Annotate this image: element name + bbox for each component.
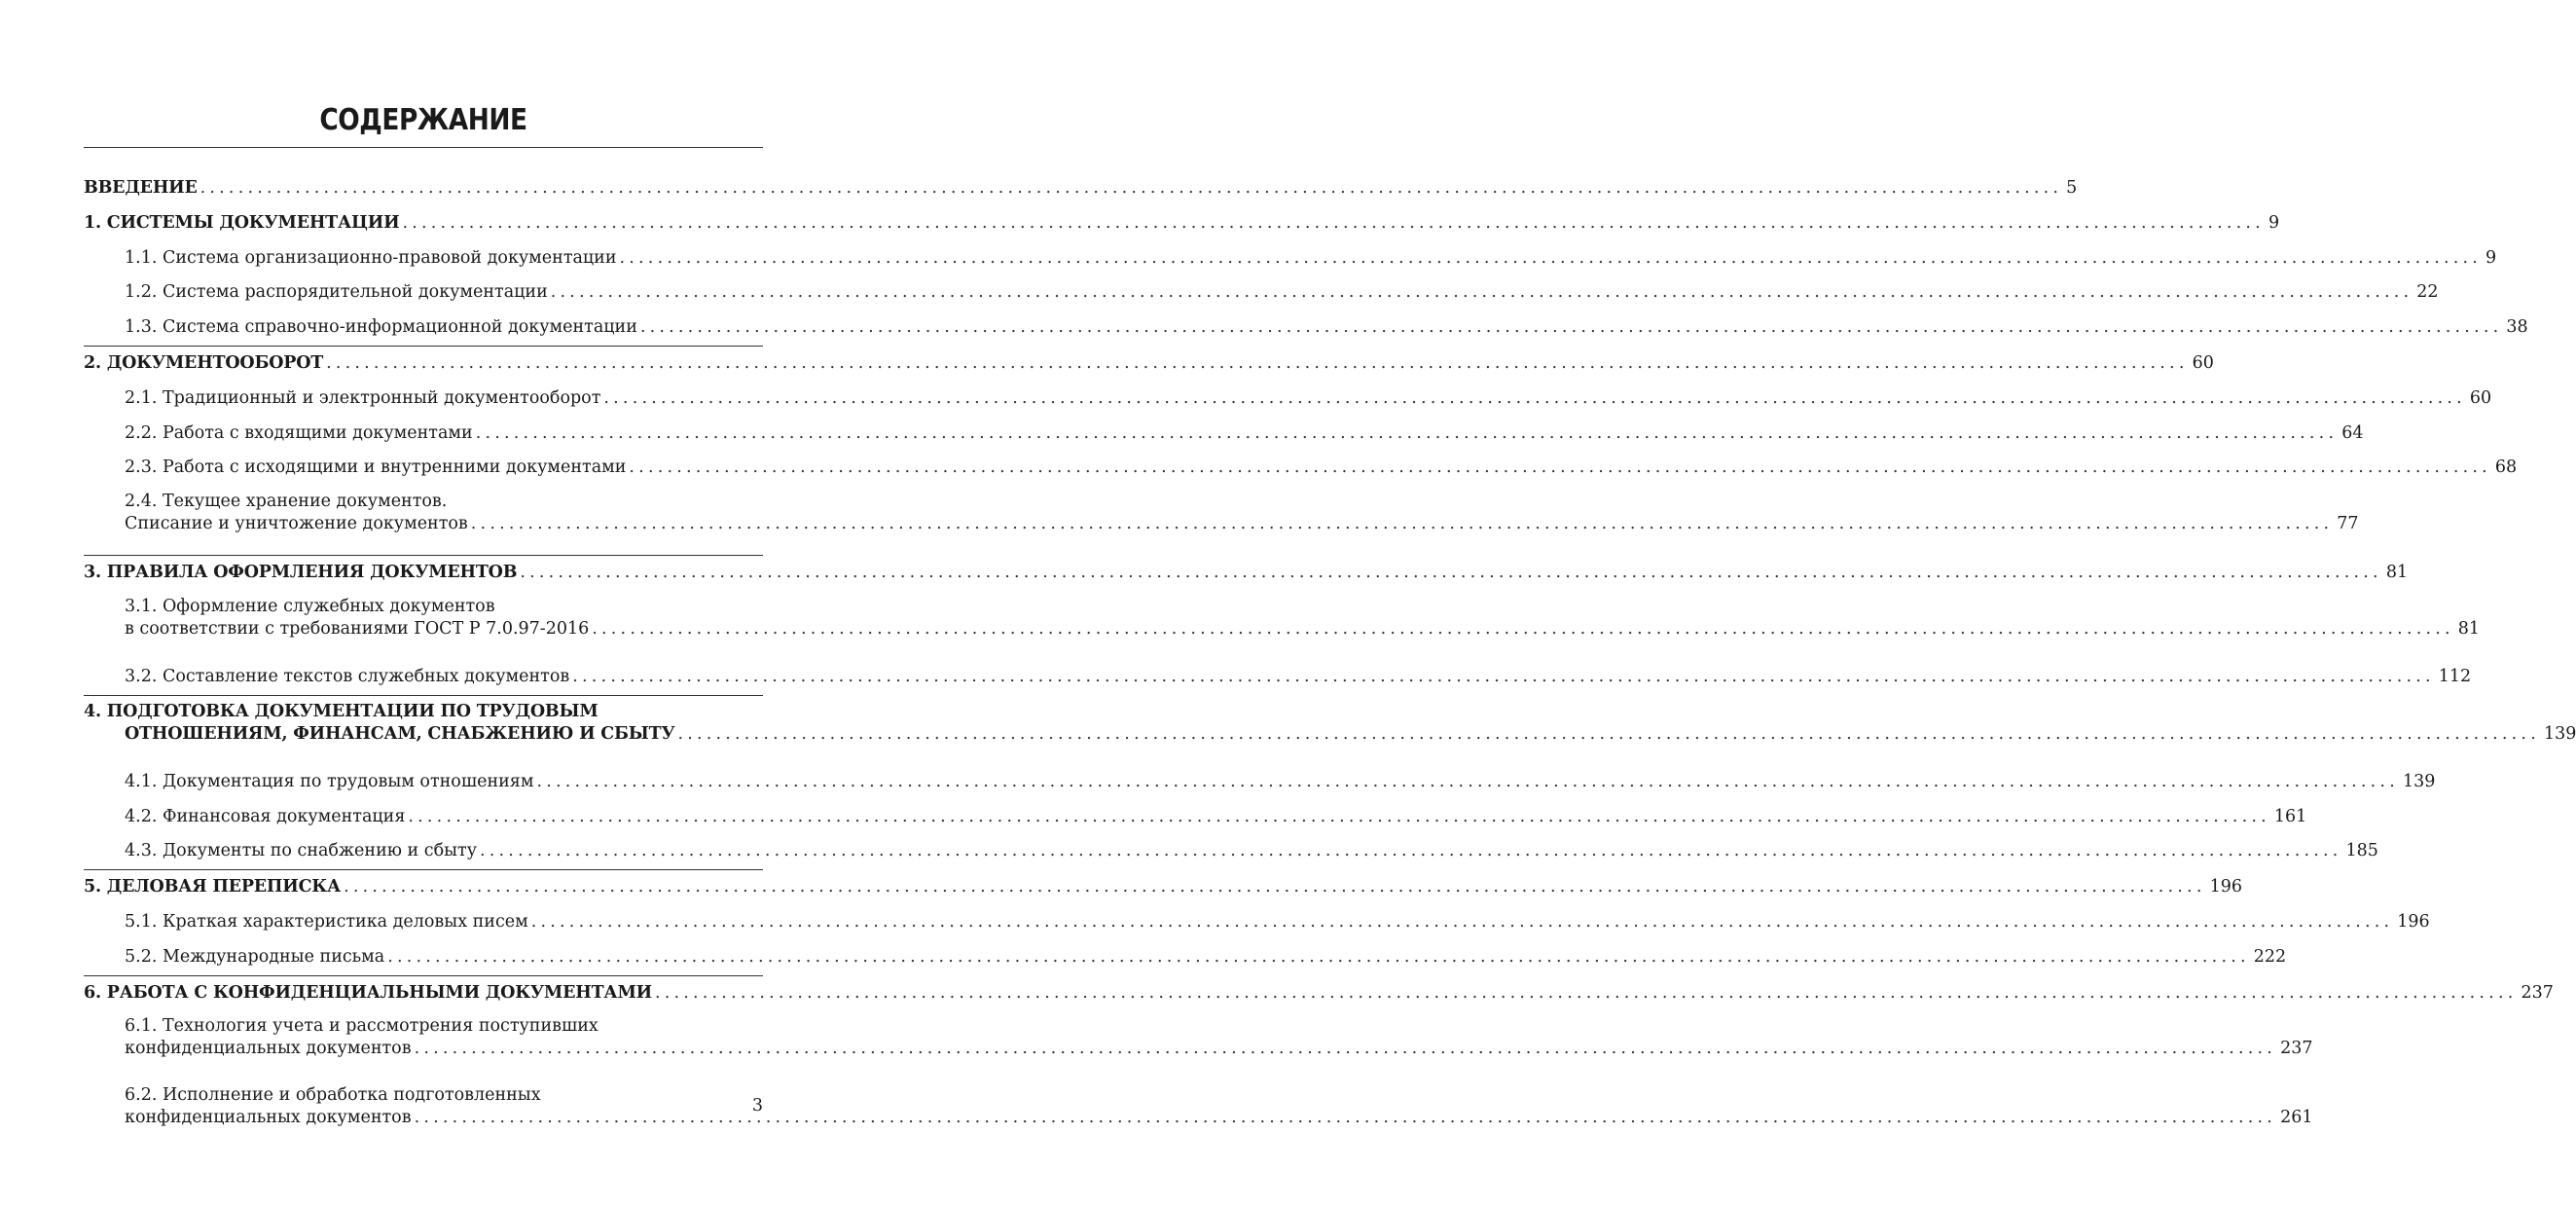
toc-entry-title-line1: 4. ПОДГОТОВКА ДОКУМЕНТАЦИИ ПО ТРУДОВЫМ (84, 701, 599, 721)
toc-entry-title: ОТНОШЕНИЯМ, ФИНАНСАМ, СНАБЖЕНИЮ И СБЫТУ (125, 723, 675, 744)
toc-entry-title: 3. ПРАВИЛА ОФОРМЛЕНИЯ ДОКУМЕНТОВ (84, 563, 518, 583)
toc-entry-title: 4.1. Документация по трудовым отношениям (125, 771, 534, 791)
dot-leader (536, 765, 2399, 800)
toc-entry-title-line1: 3.1. Оформление служебных документов (125, 596, 495, 616)
toc-chapter-entry[interactable] (84, 870, 2242, 905)
toc-entry-page: 185 (2345, 841, 2378, 861)
toc-entry-title: 5.2. Международные письма (125, 946, 385, 967)
dot-leader (620, 241, 2483, 276)
toc-chapter-entry[interactable] (84, 696, 2576, 765)
toc-entry-page: 22 (2416, 282, 2439, 303)
page-number: 3 (751, 1096, 763, 1116)
toc-entry-page: 237 (2280, 1039, 2313, 1059)
toc-entry-page: 9 (2268, 212, 2280, 233)
dot-leader (415, 1038, 2277, 1060)
toc-entry-page: 196 (2397, 911, 2430, 932)
toc-entry-title: 2.1. Традиционный и электронный документооборот (125, 387, 601, 408)
toc-entry-title: 3.2. Составление текстов служебных документов (125, 666, 570, 686)
toc-entry-title: 2. ДОКУМЕНТООБОРОТ (84, 352, 324, 373)
toc-section-entry[interactable] (84, 382, 2492, 417)
dot-leader (655, 976, 2518, 1011)
toc-section-entry[interactable] (84, 591, 2481, 660)
toc-entry-page: 112 (2438, 666, 2472, 686)
toc-entry-page: 139 (2402, 771, 2436, 791)
toc-section-entry[interactable] (84, 940, 2287, 975)
toc-entry-title: конфиденциальных документов (125, 1039, 412, 1059)
dot-leader (629, 451, 2491, 486)
dot-leader (677, 723, 2540, 746)
toc-entry-title-line1: 6.1. Технология учета и рассмотрения поступивших (125, 1016, 599, 1037)
toc-entry-page: 196 (2209, 877, 2242, 897)
toc-section-entry[interactable] (84, 417, 2364, 452)
toc-section-entry[interactable] (84, 765, 2436, 800)
toc-section-entry[interactable] (84, 800, 2307, 835)
toc-entry-page: 5 (2066, 178, 2078, 198)
dot-leader (415, 1107, 2277, 1129)
toc-chapter-entry[interactable] (84, 347, 2214, 382)
toc-entry-page: 60 (2192, 352, 2214, 373)
toc-section-entry[interactable] (84, 451, 2518, 486)
table-of-contents (84, 171, 2576, 1149)
toc-section-entry[interactable] (84, 834, 2378, 869)
toc-page (84, 0, 2576, 1207)
dot-leader (592, 618, 2454, 640)
toc-section-entry[interactable] (84, 660, 2472, 695)
dot-leader (480, 834, 2342, 869)
toc-entry-title: 4.3. Документы по снабжению и сбыту (125, 841, 478, 861)
toc-section-entry[interactable] (84, 311, 2528, 346)
toc-entry-title: 5.1. Краткая характеристика деловых писем (125, 911, 528, 932)
dot-leader (326, 347, 2189, 382)
toc-entry-title: 2.2. Работа с входящими документами (125, 422, 473, 443)
toc-chapter-entry[interactable] (84, 976, 2554, 1011)
toc-entry-title: 1. СИСТЕМЫ ДОКУМЕНТАЦИИ (84, 212, 400, 233)
toc-entry-title: 6. РАБОТА С КОНФИДЕНЦИАЛЬНЫМИ ДОКУМЕНТАМИ (84, 982, 652, 1003)
toc-entry-page: 81 (2457, 618, 2481, 639)
dot-leader (572, 660, 2435, 695)
toc-entry-page: 161 (2273, 806, 2307, 826)
toc-entry-title: 1.1. Система организационно-правовой документации (125, 247, 617, 268)
toc-entry-page: 222 (2253, 946, 2287, 967)
dot-leader (387, 940, 2250, 975)
toc-entry-title: 5. ДЕЛОВАЯ ПЕРЕПИСКА (84, 877, 342, 897)
toc-entry-title: 1.3. Система справочно-информационной документации (125, 317, 637, 338)
toc-entry-title: 4.2. Финансовая документация (125, 806, 406, 826)
toc-section-entry[interactable] (84, 275, 2439, 311)
dot-leader (408, 800, 2270, 835)
dot-leader (471, 513, 2334, 535)
toc-entry-page: 9 (2485, 247, 2497, 268)
toc-entry-page: 38 (2506, 317, 2528, 338)
toc-entry-title: конфиденциальных документов (125, 1108, 412, 1128)
toc-entry-title: 1.2. Система распорядительной документации (125, 282, 548, 303)
dot-leader (344, 870, 2206, 905)
dot-leader (476, 417, 2339, 452)
toc-entry-page: 68 (2494, 457, 2518, 478)
dot-leader (531, 905, 2394, 940)
toc-entry-page: 81 (2385, 563, 2409, 583)
toc-entry-page: 237 (2521, 982, 2554, 1003)
dot-leader (200, 171, 2063, 206)
toc-entry-page: 261 (2280, 1108, 2313, 1128)
toc-entry-page: 60 (2469, 387, 2492, 408)
toc-section-entry[interactable] (84, 486, 2359, 555)
title-rule (84, 147, 763, 148)
toc-section-entry[interactable] (84, 1010, 2313, 1079)
toc-entry-title: 2.3. Работа с исходящими и внутренними документами (125, 457, 627, 478)
dot-leader (551, 275, 2413, 311)
toc-entry-page: 77 (2337, 514, 2359, 534)
toc-section-entry[interactable] (84, 241, 2497, 276)
toc-section-entry[interactable] (84, 1079, 2313, 1149)
toc-chapter-entry[interactable] (84, 171, 2078, 206)
dot-leader (603, 382, 2466, 417)
toc-chapter-entry[interactable] (84, 556, 2409, 591)
toc-entry-page: 139 (2543, 723, 2576, 744)
dot-leader (520, 556, 2382, 591)
toc-entry-title-line1: 2.4. Текущее хранение документов. (125, 492, 448, 512)
toc-entry-title: в соответствии с требованиями ГОСТ Р 7.0.97-2016 (125, 618, 590, 639)
toc-section-entry[interactable] (84, 905, 2430, 940)
dot-leader (402, 206, 2265, 241)
toc-chapter-entry[interactable] (84, 206, 2280, 241)
page-title: СОДЕРЖАНИЕ (319, 103, 527, 137)
toc-entry-title: Списание и уничтожение документов (125, 514, 468, 534)
toc-entry-page: 64 (2341, 422, 2364, 443)
toc-entry-title-line1: 6.2. Исполнение и обработка подготовленных (125, 1085, 541, 1106)
toc-entry-title: ВВЕДЕНИЕ (84, 178, 198, 198)
dot-leader (640, 311, 2503, 346)
